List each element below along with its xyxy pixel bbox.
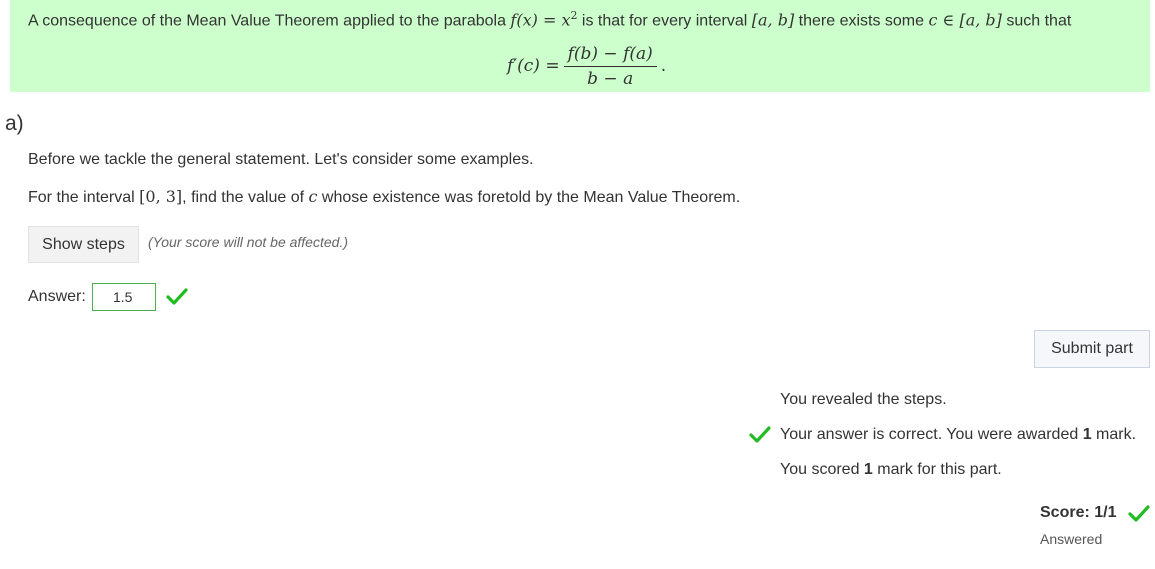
question-interval: [0, 3] [139,187,183,206]
statement-exponent: 2 [570,9,578,22]
part-intro-text: Before we tackle the general statement. Let's consider some examples. [28,151,534,168]
statement-equals: = [537,10,562,30]
score-note: (Your score will not be affected.) [148,234,348,250]
formula-period: . [660,56,667,76]
feedback-scored-marks: 1 [863,461,873,478]
answer-input[interactable] [92,283,156,311]
statement-text-2: is that for every interval [577,12,752,30]
statement-x: x [561,10,571,30]
formula-lhs: f′(c) = [507,56,560,76]
mvt-formula [507,42,666,90]
formula-denominator: b − a [587,68,634,89]
formula-numerator: f(b) − f(a) [564,44,657,67]
statement-text-3: there exists some [794,12,929,30]
feedback-correct-text-2: mark. [1091,426,1137,443]
answered-status: Answered [1040,531,1103,547]
statement-f-of-x: f(x) [510,10,538,30]
score-total: Score: 1/1 [1040,504,1117,521]
statement-line [28,9,1071,30]
question-text-2: , find the value of [182,189,309,206]
check-icon [1128,504,1150,522]
statement-interval: [a, b] [751,10,795,30]
question-text-1: For the interval [28,189,140,206]
question-c: c [308,187,318,206]
statement-interval-2: [a, b] [959,10,1002,30]
part-label: a) [5,112,24,135]
feedback-correct-marks: 1 [1082,426,1092,443]
feedback-correct-text: Your answer is correct. You were awarded [780,426,1083,443]
statement-text-4: such that [1001,12,1072,30]
check-icon [166,287,188,305]
check-icon [749,425,771,443]
feedback-correct [780,426,1136,444]
feedback-revealed: You revealed the steps. [780,391,947,408]
theorem-statement [10,0,1150,92]
formula-fraction [564,44,657,89]
feedback-scored-text-2: mark for this part. [872,461,1002,478]
statement-text-1: A consequence of the Mean Value Theorem applied to the parabola [28,12,511,30]
statement-c-in: c ∈ [928,10,960,30]
submit-part-button[interactable]: Submit part [1034,330,1150,368]
answer-label: Answer: [28,288,86,305]
question-text-3: whose existence was foretold by the Mean Value Theorem. [317,189,741,206]
show-steps-button[interactable]: Show steps [28,226,139,263]
part-question-text [28,187,740,207]
feedback-scored [780,461,1002,479]
feedback-scored-text: You scored [780,461,864,478]
